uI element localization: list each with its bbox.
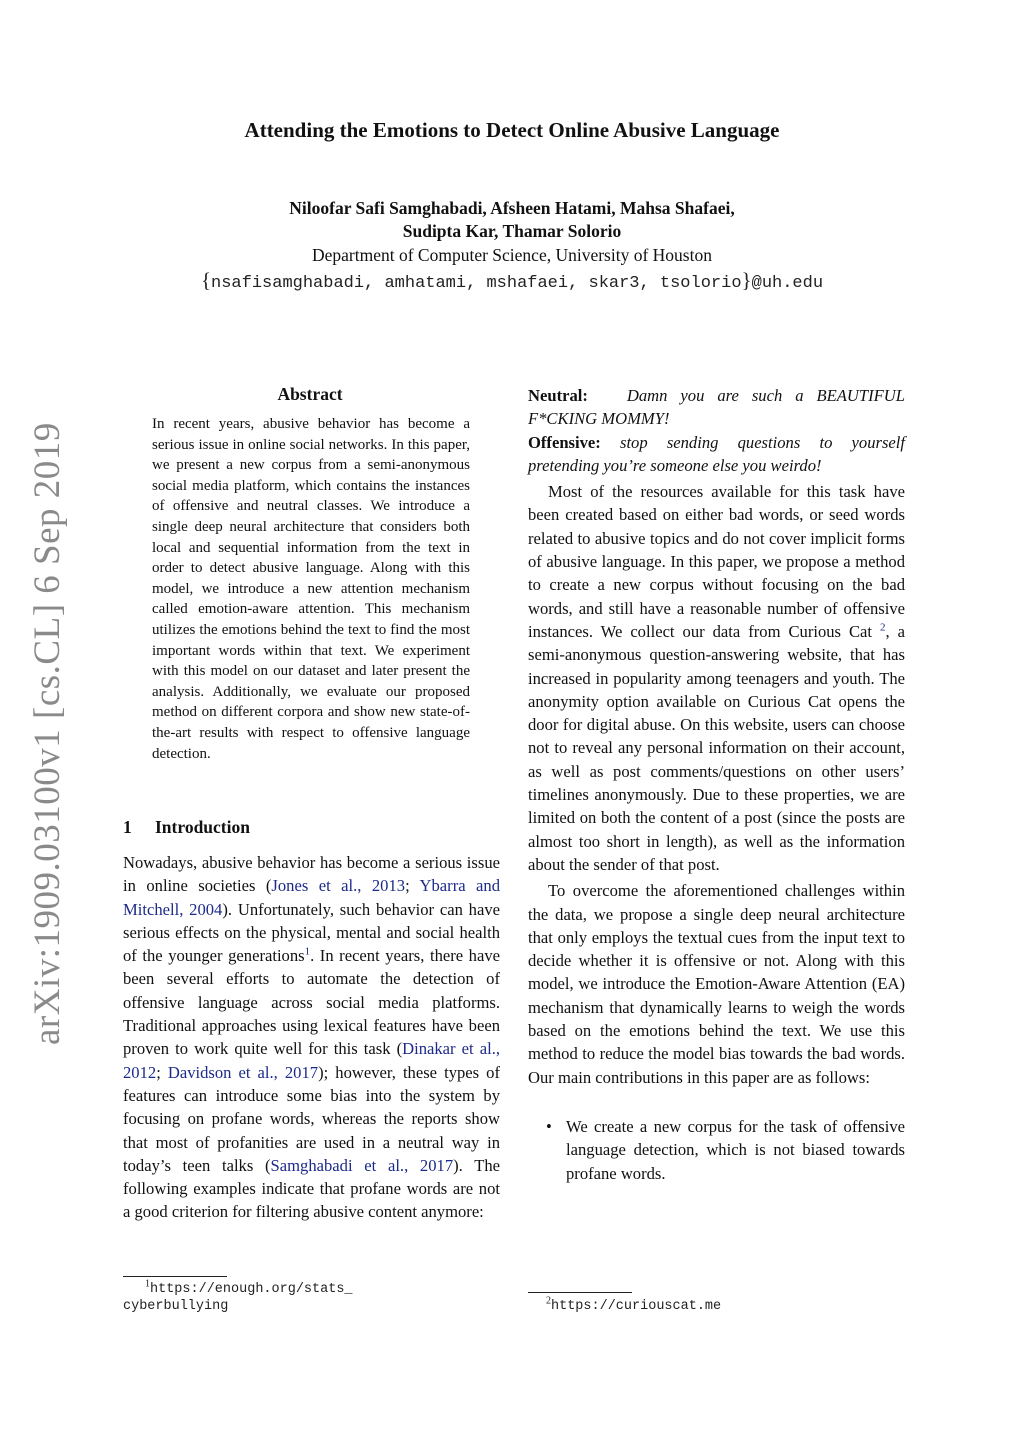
footnote-1 (123, 1278, 353, 1315)
email-brace-open: { (200, 268, 212, 292)
intro-paragraph (123, 851, 500, 1224)
contribution-list (528, 1115, 905, 1185)
example-neutral (528, 384, 905, 431)
email-domain: @uh.edu (751, 274, 824, 293)
list-item (528, 1115, 905, 1185)
footnote-number: 1 (145, 1278, 150, 1290)
intro-text: ); however, these types of features can introduce some bias into the system by focusing on profane words, whereas the reports show that most of profanities are used in a neutral way in today’s teen talks ( (123, 1062, 500, 1175)
list-item-text: We create a new corpus for the task of offensive language detection, which is not biased towards profane words. (566, 1116, 905, 1183)
bullet-icon: • (546, 1116, 552, 1136)
citation-link[interactable]: Samghabadi et al., 2017 (270, 1155, 454, 1175)
email-usernames: nsafisamghabadi, amhatami, mshafaei, skar3, tsolorio (211, 274, 742, 293)
example-offensive (528, 431, 905, 478)
intro-text: ; (156, 1062, 168, 1082)
paragraph: To overcome the aforementioned challenges within the data, we propose a single deep neural architecture that only employs the textual cues from the input text to decide whether it is offensive or not. Along with this model, we introduce the Emotion-Aware Attention (EA) mechanism that dynamically learns to weigh the words based on the emotions behind the text. We use this method to reduce the model bias towards the bad words. Our main contributions in this paper are as follows: (528, 881, 905, 1087)
abstract-heading: Abstract (277, 384, 343, 404)
footnote-link[interactable]: https://curiouscat.me (551, 1299, 722, 1314)
footnote-marker[interactable]: 1 (304, 945, 311, 958)
citation-link[interactable]: Dinakar et al., 2012 (123, 1039, 500, 1082)
paragraph (528, 480, 905, 876)
intro-text: ; (405, 876, 420, 896)
intro-text: ). Unfortunately, such behavior can have serious effects on the physical, mental and social health of the younger generations (123, 899, 500, 966)
example-text: stop sending questions to yourself pretending you’re someone else you weirdo! (528, 432, 905, 475)
example-text: Damn you are such a BEAUTIFUL F*CKING MOMMY! (528, 386, 905, 429)
right-column (528, 384, 905, 1185)
abstract-text: In recent years, abusive behavior has become a serious issue in online social networks. In this paper, we present a new corpus from a semi-anonymous social media platform, which contains the instances of offensive and neutral classes. We introduce a single deep neural architecture that considers both local and sequential information from the text in order to detect abusive language. Along with this model, we introduce a new attention mechanism called emotion-aware attention. This mechanism utilizes the emotions behind the text to find the most important words within that text. We experiment with this model on our dataset and later present the analysis. Additionally, we evaluate our proposed method on different corpora and show new state-of-the-art results with respect to offensive language detection. (152, 416, 470, 762)
intro-text: Nowadays, abusive behavior has become a serious issue in online societies ( (123, 853, 500, 896)
section-title: Introduction (155, 817, 250, 837)
citation-link[interactable]: Davidson et al., 2017 (167, 1062, 319, 1082)
authors-line-2: Sudipta Kar, Thamar Solorio (402, 221, 622, 241)
footnote-link[interactable]: https://enough.org/stats_ (150, 1282, 353, 1297)
affiliation: Department of Computer Science, University of Houston (312, 245, 712, 265)
section-number: 1 (123, 817, 132, 837)
footnote-marker[interactable]: 2 (880, 621, 886, 634)
example-label: Offensive: (528, 432, 601, 452)
paragraph-text: , a semi-anonymous question-answering website, that has increased in popularity among teenagers and youth. The anonymity option available on Curious Cat opens the door for digital abuse. On this website, users can choose not to reveal any personal information on their account, as well as post comments/questions on other users’ timelines anonymously. Due to these properties, we are limited on both the content of a post (since the posts are almost too short in length), as well as the information about the sender of that post. (528, 621, 906, 874)
footnote-2 (546, 1295, 722, 1315)
footnote-divider (528, 1292, 632, 1293)
paragraph-text: Most of the resources available for this task have been created based on either bad words, or seed words related to abusive topics and do not cover implicit forms of abusive language. In this paper, we propose a method to create a new corpus without focusing on the bad words, and still have a reasonable number of offensive instances. We collect our data from Curious Cat (528, 482, 905, 641)
paper-title: Attending the Emotions to Detect Online Abusive Language (244, 118, 780, 142)
intro-text: . In recent years, there have been several efforts to automate the detection of offensive language across social media platforms. Traditional approaches using lexical features have been proven to work quite well for this task ( (123, 946, 500, 1059)
citation-link[interactable]: Ybarra and Mitchell, 2004 (123, 876, 501, 919)
footnote-divider (123, 1276, 227, 1277)
email-brace-close: } (741, 268, 752, 292)
citation-link[interactable]: Jones et al., 2013 (271, 876, 406, 896)
authors-line-1: Niloofar Safi Samghabadi, Afsheen Hatami, Mahsa Shafaei, (289, 198, 735, 218)
author-emails (0, 268, 1024, 296)
footnote-link-continued[interactable]: cyberbullying (123, 1299, 229, 1314)
footnote-number: 2 (546, 1295, 551, 1307)
arxiv-stamp: arXiv:1909.03100v1 [cs.CL] 6 Sep 2019 (27, 422, 68, 1045)
intro-text: ). The following examples indicate that profane words are not a good criterion for filtering abusive content anymore: (123, 1155, 500, 1222)
example-label: Neutral: (528, 386, 588, 405)
author-list (0, 197, 1024, 243)
section-heading-introduction (123, 817, 250, 838)
